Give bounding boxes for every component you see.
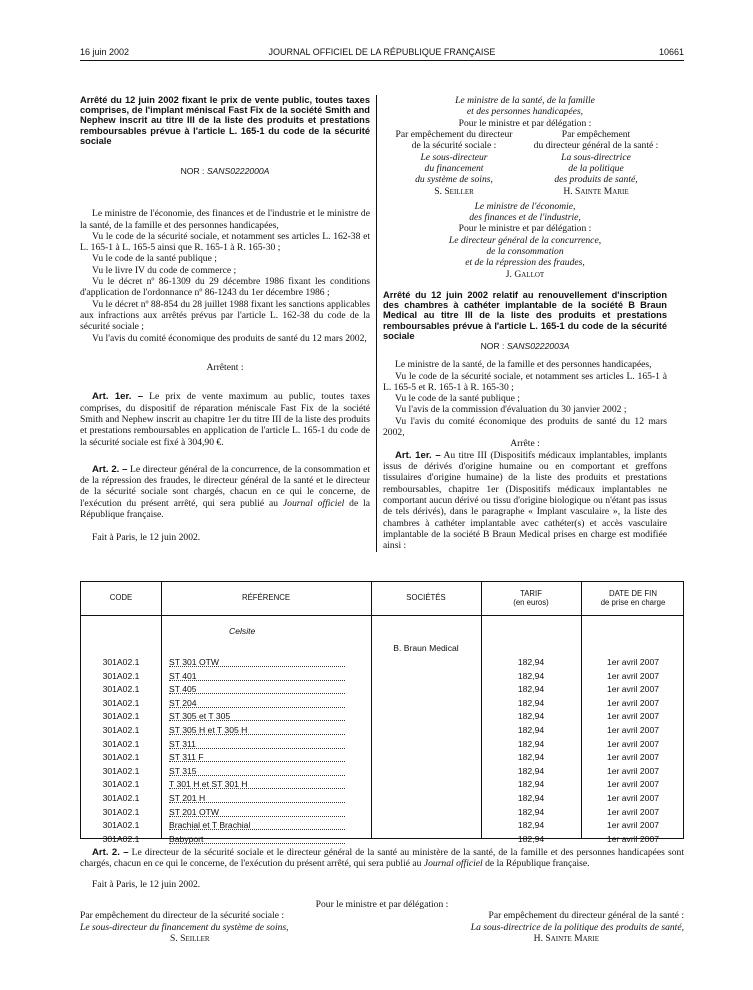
cell-reference: ST 301 OTW bbox=[169, 656, 345, 667]
column-header-tarif bbox=[481, 582, 581, 615]
signature-block-2 bbox=[80, 910, 684, 944]
column-header-date-line2: de prise en charge bbox=[600, 597, 666, 607]
signature-block-1 bbox=[383, 129, 667, 197]
signatory-minister-sante-2: et des personnes handicapées, bbox=[466, 106, 584, 118]
cell-date: 1er avril 2007 bbox=[606, 657, 660, 667]
nor-code: SANS0222000A bbox=[206, 166, 270, 177]
article-2-text-a: Le directeur de la sécurité sociale et le directeur général de la santé au ministère de la santé, de la famille et des personnes handicapées sont chargés, chacun en ce qui le concerne, de l'exécution du présent arrêté, qui sera publié au bbox=[80, 847, 684, 870]
cell-code: 301A02.1 bbox=[102, 833, 140, 844]
delegation-line-3: Pour le ministre et par délégation : bbox=[315, 898, 449, 910]
cell-code: 301A02.1 bbox=[102, 820, 140, 831]
signatory-name: H. Sainte Marie bbox=[533, 932, 599, 944]
cell-tarif: 182,94 bbox=[517, 738, 545, 749]
cell-reference: ST 311 F bbox=[169, 751, 345, 762]
cell-tarif: 182,94 bbox=[517, 793, 545, 803]
article-2-label: Art. 2. – bbox=[92, 463, 128, 475]
sig-line: Par empêchement du directeur général de la santé : bbox=[488, 910, 684, 922]
cell-code: 301A02.1 bbox=[102, 806, 140, 817]
cell-reference: Babyport bbox=[169, 833, 345, 844]
column-header-tarif-line1: TARIF bbox=[520, 588, 542, 598]
sig-line: Par empêchement du directeur de la sécurité sociale : bbox=[80, 910, 285, 922]
decree-title-1: Arrêté du 12 juin 2002 fixant le prix de vente public, toutes taxes comprises, de l'implant méniscal Fast Fix de la société Smith and Nephew inscrit au titre III de la liste des produits et prestations remboursables prévue à l'article L. 165-1 du code de la sécurité sociale bbox=[80, 95, 370, 146]
nor-label: NOR : bbox=[180, 166, 207, 177]
page-header bbox=[80, 47, 684, 61]
cell-date: 1er avril 2007 bbox=[606, 793, 660, 803]
cell-tarif: 182,94 bbox=[517, 657, 545, 667]
visa-2-4: Vu l'avis du comité économique des produits de santé du 12 mars 2002, bbox=[383, 415, 667, 439]
visa-3: Vu le livre IV du code de commerce ; bbox=[92, 264, 237, 276]
nor-code: SANS0222003A bbox=[506, 341, 570, 352]
cell-reference: ST 401 bbox=[169, 670, 345, 681]
signatory-name-gallot: J. Gallot bbox=[505, 268, 545, 280]
cell-date: 1er avril 2007 bbox=[606, 670, 660, 681]
cell-date: 1er avril 2007 bbox=[606, 752, 660, 763]
signature-right bbox=[382, 910, 684, 944]
delegation-line-1: Pour le ministre et par délégation : bbox=[458, 117, 592, 129]
cell-reference: Brachial et T Brachial bbox=[169, 819, 345, 830]
cell-code: 301A02.1 bbox=[102, 684, 140, 695]
signatory-minister-economie-1: Le ministre de l'économie, bbox=[474, 200, 576, 212]
right-column bbox=[383, 95, 667, 552]
visa-2-3: Vu l'avis de la commission d'évaluation du 30 janvier 2002 ; bbox=[395, 404, 627, 416]
article-2-text-b: de la République française. bbox=[482, 858, 590, 870]
article-2-label: Art. 2. – bbox=[92, 847, 129, 858]
column-header-code: CODE bbox=[109, 593, 133, 603]
column-divider bbox=[376, 95, 377, 552]
article-1-label: Art. 1er. – bbox=[395, 449, 441, 461]
article-2 bbox=[80, 464, 370, 521]
sig-line: du directeur général de la santé : bbox=[533, 140, 659, 152]
nor-label: NOR : bbox=[480, 341, 507, 352]
cell-code: 301A02.1 bbox=[102, 670, 140, 681]
sig-line: du financement bbox=[424, 162, 484, 174]
visa-2-2: Vu le code de la santé publique ; bbox=[395, 393, 520, 405]
cell-date: 1er avril 2007 bbox=[606, 684, 660, 695]
article-2-journal: Journal officiel bbox=[423, 858, 483, 870]
sig-line: Par empêchement bbox=[561, 128, 631, 140]
bottom-section bbox=[80, 847, 684, 944]
cell-code: 301A02.1 bbox=[102, 738, 140, 749]
sig-line: de la sécurité sociale : bbox=[411, 140, 497, 152]
nor-reference-2 bbox=[383, 341, 667, 351]
cell-code: 301A02.1 bbox=[102, 657, 140, 667]
table-col-divider bbox=[371, 582, 372, 838]
cell-tarif: 182,94 bbox=[517, 697, 545, 708]
cell-date: 1er avril 2007 bbox=[606, 725, 660, 735]
cell-reference: ST 204 bbox=[169, 697, 345, 708]
cell-reference: ST 311 bbox=[169, 738, 345, 749]
visa-2: Vu le code de la santé publique ; bbox=[92, 253, 217, 265]
visa-1: Vu le code de la sécurité sociale, et notamment ses articles L. 162-38 et L. 165-1 à L. 165-5 ainsi que R. 165-1 à R. 165-30 ; bbox=[80, 230, 370, 254]
article-2-text-b: de la République française. bbox=[80, 497, 370, 521]
article-2-b bbox=[80, 847, 684, 870]
cell-tarif: 182,94 bbox=[517, 765, 545, 776]
product-group-label: Celsite bbox=[229, 626, 256, 636]
cell-date: 1er avril 2007 bbox=[606, 738, 660, 749]
cell-date: 1er avril 2007 bbox=[606, 711, 660, 722]
sig-line: Par empêchement du directeur bbox=[395, 128, 513, 140]
column-header-tarif-line2: (en euros) bbox=[513, 597, 549, 607]
fait-a-paris-1: Fait à Paris, le 12 juin 2002. bbox=[92, 532, 201, 544]
cell-code: 301A02.1 bbox=[102, 779, 140, 790]
cell-tarif: 182,94 bbox=[517, 779, 545, 790]
cell-tarif: 182,94 bbox=[517, 711, 545, 722]
signatory-minister-sante-1: Le ministre de la santé, de la famille bbox=[455, 95, 595, 106]
arretent-heading: Arrêtent : bbox=[206, 361, 244, 373]
cell-reference: ST 201 OTW bbox=[169, 806, 345, 817]
cell-reference: T 301 H et ST 301 H bbox=[169, 778, 345, 789]
article-1-text: Le prix de vente maximum au public, toutes taxes comprises, du dispositif de réparation méniscale Fast Fix de la société Smith and Nephew inscrit au chapitre 1er du titre III de la liste des produits et prestations remboursables en application de l'article L. 165-1 du code de la sécurité sociale est fixé à 304,90 €. bbox=[80, 391, 370, 448]
cell-date: 1er avril 2007 bbox=[606, 806, 660, 817]
arrete-heading: Arrête : bbox=[510, 438, 540, 450]
cell-tarif: 182,94 bbox=[517, 820, 545, 831]
cell-reference: ST 315 bbox=[169, 765, 345, 776]
header-page-number: 10661 bbox=[658, 47, 684, 57]
cell-code: 301A02.1 bbox=[102, 752, 140, 763]
sig-line: La sous-directrice de la politique des produits de santé, bbox=[470, 921, 684, 933]
dg-concurrence-1: Le directeur général de la concurrence, bbox=[448, 234, 602, 246]
cell-tarif: 182,94 bbox=[517, 670, 545, 681]
cell-tarif: 182,94 bbox=[517, 725, 545, 735]
cell-tarif: 182,94 bbox=[517, 833, 545, 844]
sig-line: du système de soins, bbox=[415, 174, 493, 186]
fait-a-paris-2: Fait à Paris, le 12 juin 2002. bbox=[92, 878, 201, 890]
cell-date: 1er avril 2007 bbox=[606, 697, 660, 708]
signature-left bbox=[80, 910, 382, 944]
signatory-name: S. Seiller bbox=[170, 932, 210, 944]
sig-line: Le sous-directeur du financement du système de soins, bbox=[80, 921, 289, 933]
decree-title-2: Arrêté du 12 juin 2002 relatif au renouvellement d'inscription des chambres à cathéter implantable de la société B Braun Medical au titre III de la liste des produits et prestations remboursables prévue à l'article L. 165-1 du code de la sécurité sociale bbox=[383, 290, 667, 341]
preamble-ministers: Le ministre de l'économie, des finances et de l'industrie et le ministre de la santé, de la famille et des personnes handicapées, bbox=[80, 208, 370, 231]
cell-date: 1er avril 2007 bbox=[606, 820, 660, 831]
column-header-reference: RÉFÉRENCE bbox=[241, 593, 291, 603]
cell-code: 301A02.1 bbox=[102, 711, 140, 722]
visa-2-1: Vu le code de la sécurité sociale, et notamment ses articles L. 165-1 à L. 165-5 et R. 165-1 à R. 165-30 ; bbox=[383, 370, 667, 393]
table-header-divider bbox=[81, 615, 683, 616]
delegation-line-2: Pour le ministre et par délégation : bbox=[458, 223, 592, 235]
header-date: 16 juin 2002 bbox=[80, 47, 130, 57]
signatory-name: H. Sainte Marie bbox=[563, 185, 629, 197]
cell-tarif: 182,94 bbox=[517, 684, 545, 695]
cell-reference: ST 305 H et T 305 H bbox=[169, 724, 345, 735]
signatory-name: S. Seiller bbox=[434, 185, 474, 197]
visa-4: Vu le décret nº 86-1309 du 29 décembre 1986 fixant les conditions d'application de l'ordonnance nº 86-1243 du 1er décembre 1986 ; bbox=[80, 276, 370, 299]
visa-5: Vu le décret nº 88-854 du 28 juillet 1988 fixant les sanctions applicables aux infractions aux arrêtés prévus par l'article L. 162-38 du code de la sécurité sociale ; bbox=[80, 298, 370, 333]
signatory-minister-economie-2: des finances et de l'industrie, bbox=[469, 212, 581, 224]
column-header-date-line1: DATE DE FIN bbox=[609, 588, 657, 598]
cell-reference: ST 405 bbox=[169, 683, 345, 694]
cell-date: 1er avril 2007 bbox=[606, 765, 660, 776]
cell-tarif: 182,94 bbox=[517, 806, 545, 817]
article-2-text-a: Le directeur général de la concurrence, de la consommation et de la répression des fraudes, le directeur général de la santé et le directeur de la sécurité sociale sont chargés, chacun en ce qui le concerne, de l'exécution du présent arrêté, qui sera publié au bbox=[80, 463, 370, 509]
product-table bbox=[80, 581, 684, 844]
cell-code: 301A02.1 bbox=[102, 793, 140, 803]
article-1-b bbox=[383, 450, 667, 552]
sig-line: La sous-directrice bbox=[561, 151, 631, 163]
article-1-text: Au titre III (Dispositifs médicaux implantables, implants issus de dérivés d'origine humaine ou en comportant et greffons tissulaires d'origine humaine) de la liste des produits et prestations remboursables, chapitre 1er (Dispositifs médicaux implantables ne comportant aucun dérivé ou tissu d'origine biologique ou n'étant pas issus de tels dérivés), dans le paragraphe « Implant vasculaire », la liste des chambres à cathéter implantable avec cathéter(s) et accès vasculaire implantable de la société B Braun Medical prises en charge est modifiée ainsi : bbox=[383, 449, 667, 552]
cell-code: 301A02.1 bbox=[102, 765, 140, 776]
sig-line: des produits de santé, bbox=[554, 174, 638, 186]
dg-concurrence-3: et de la répression des fraudes, bbox=[465, 257, 585, 269]
cell-date: 1er avril 2007 bbox=[606, 779, 660, 790]
left-column bbox=[80, 95, 370, 544]
cell-reference: ST 201 H bbox=[169, 792, 345, 803]
article-1-label: Art. 1er. – bbox=[92, 391, 144, 403]
nor-reference-1 bbox=[80, 166, 370, 176]
sig-line: Le sous-directeur bbox=[420, 151, 488, 163]
table-col-divider bbox=[161, 582, 162, 838]
cell-tarif: 182,94 bbox=[517, 752, 545, 763]
column-header-societes: SOCIÉTÉS bbox=[406, 593, 446, 603]
visa-6: Vu l'avis du comité économique des produits de santé du 12 mars 2002, bbox=[92, 332, 367, 344]
company-name: B. Braun Medical bbox=[393, 643, 459, 653]
column-header-date bbox=[581, 582, 685, 615]
header-journal-title: JOURNAL OFFICIEL DE LA RÉPUBLIQUE FRANÇAISE bbox=[268, 47, 496, 57]
cell-code: 301A02.1 bbox=[102, 697, 140, 708]
signature-securite-sociale bbox=[383, 129, 525, 197]
signature-sante bbox=[525, 129, 667, 197]
preamble-minister-2: Le ministre de la santé, de la famille et des personnes handicapées, bbox=[395, 359, 652, 371]
cell-reference: ST 305 et T 305 bbox=[169, 710, 345, 721]
article-2-journal: Journal officiel bbox=[282, 497, 345, 509]
sig-line: de la politique bbox=[568, 162, 624, 174]
cell-code: 301A02.1 bbox=[102, 725, 140, 735]
dg-concurrence-2: de la consommation bbox=[486, 246, 564, 258]
article-1 bbox=[80, 391, 370, 448]
cell-date: 1er avril 2007 bbox=[606, 833, 660, 844]
